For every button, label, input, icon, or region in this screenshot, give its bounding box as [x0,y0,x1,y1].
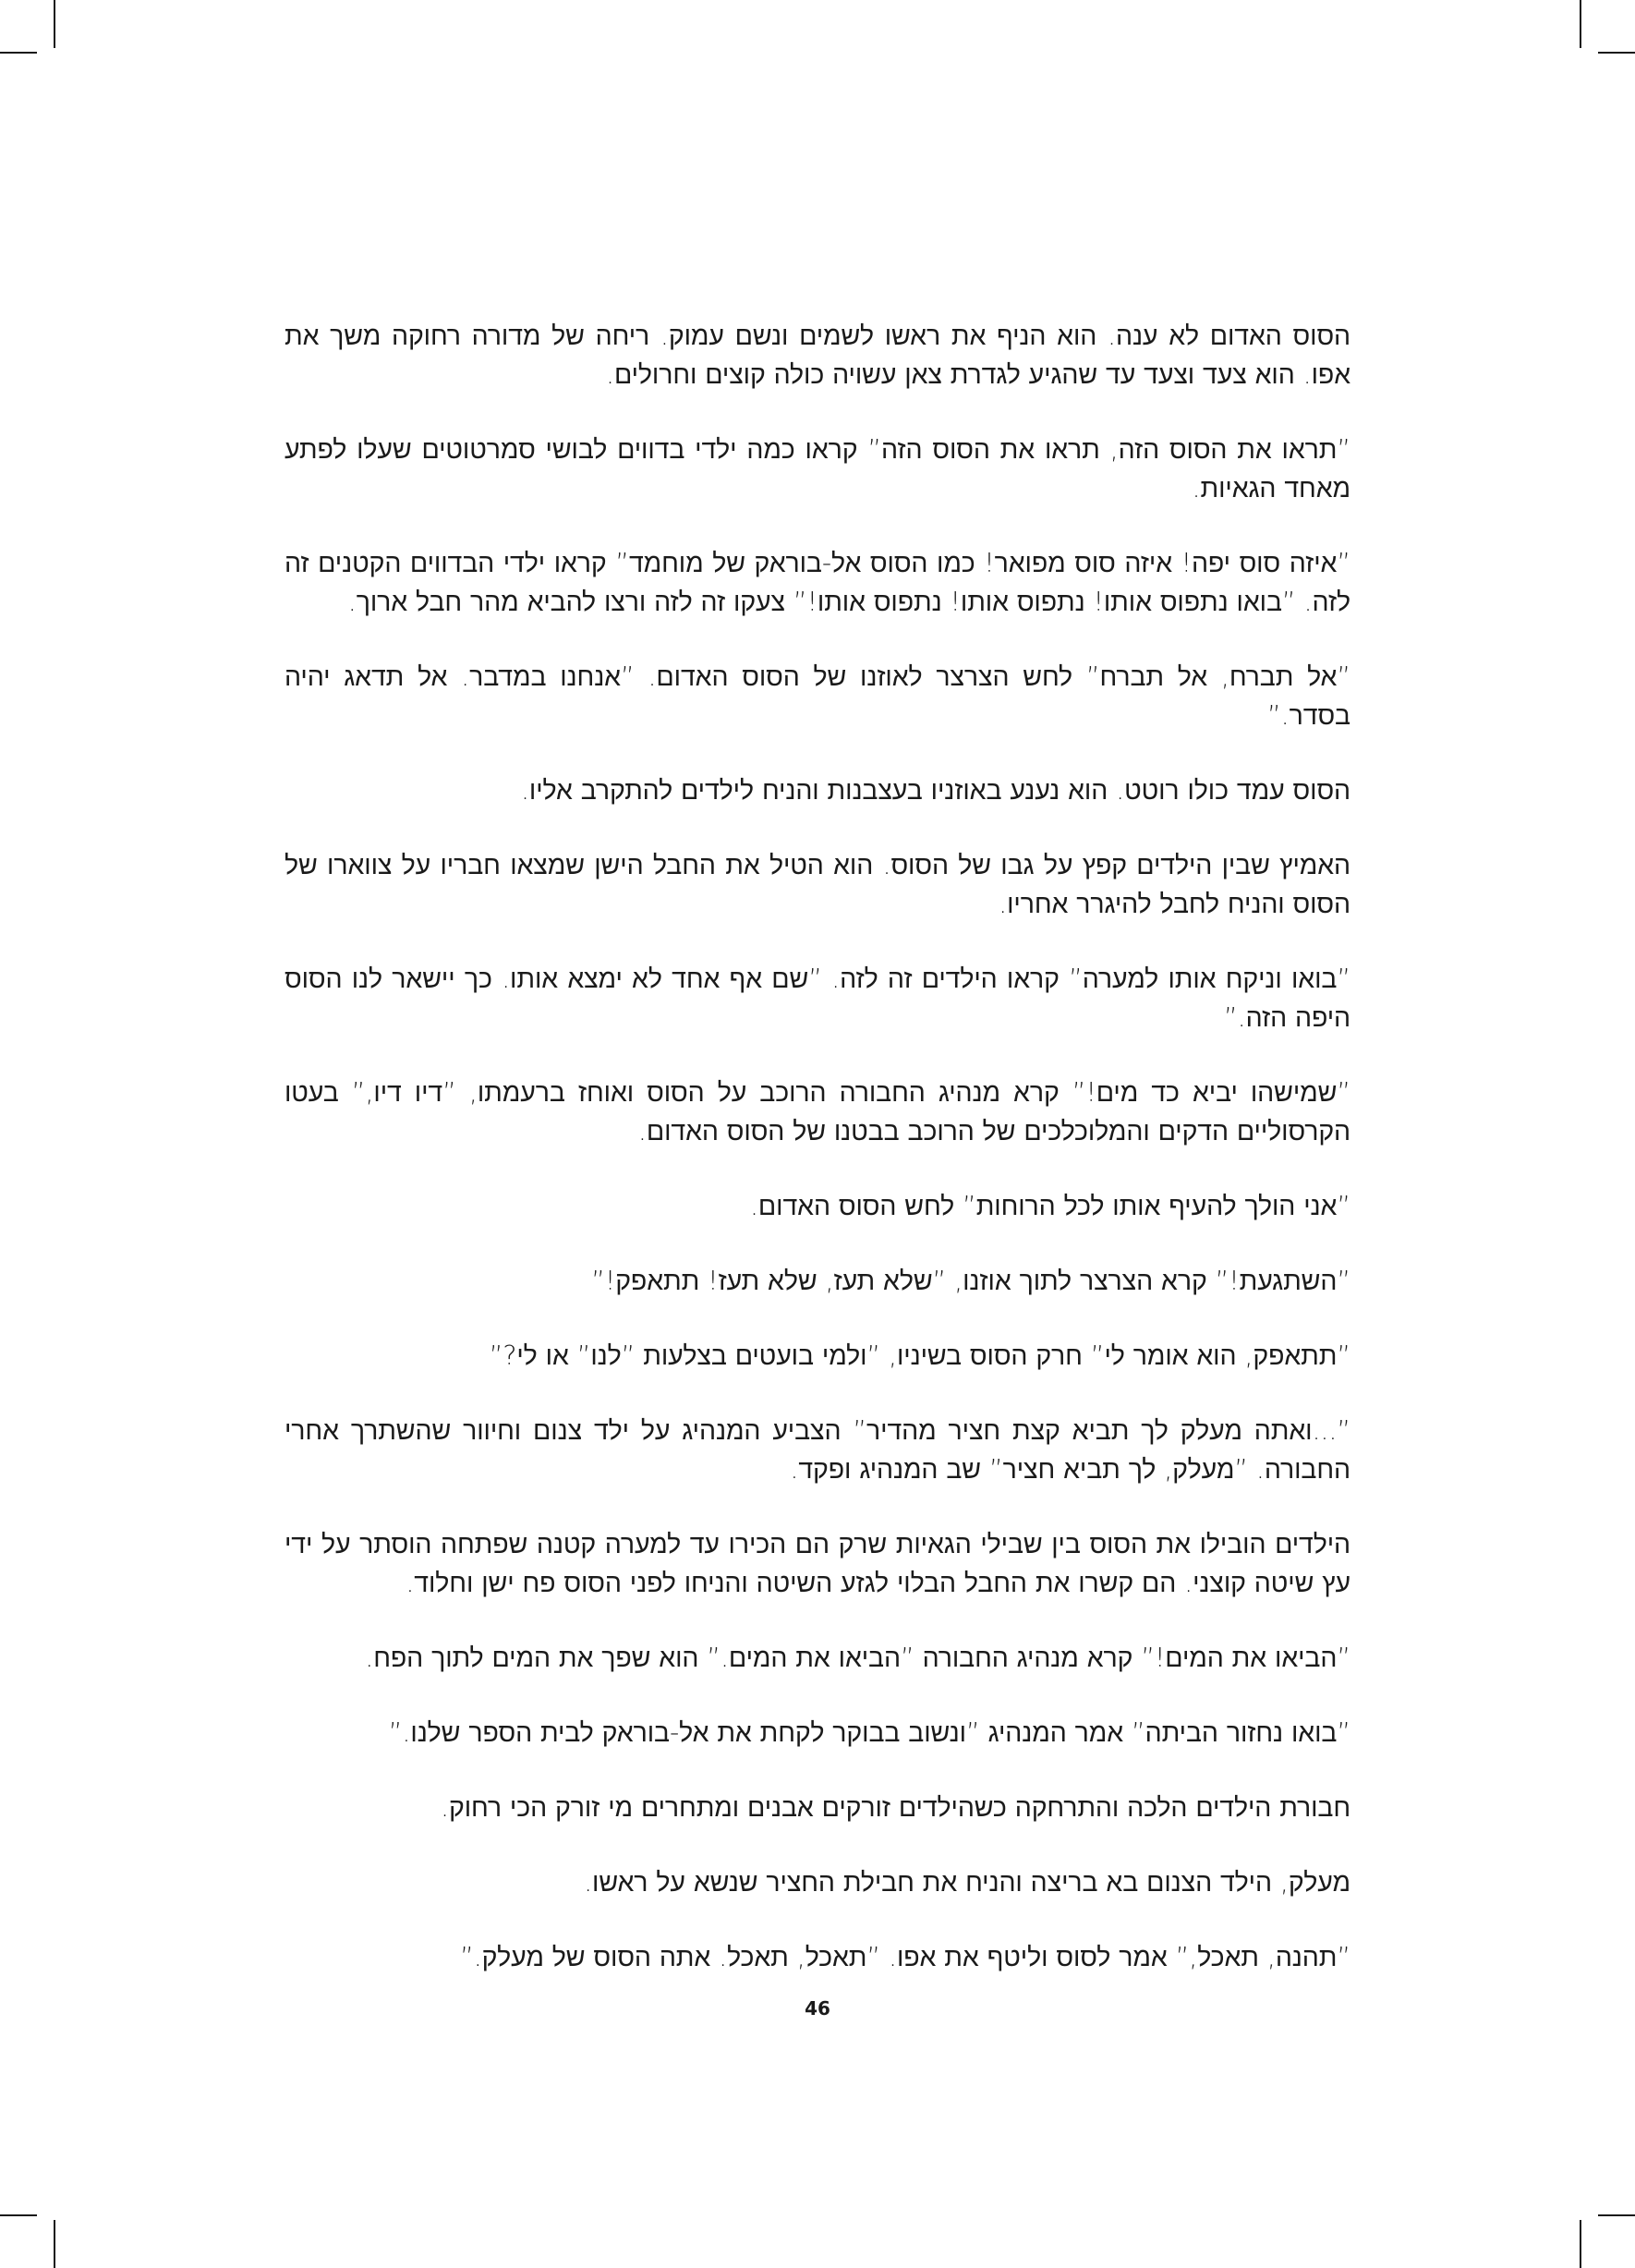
crop-mark-top-left-horizontal [0,52,37,54]
paragraph: ”בואו נחזור הביתה” אמר המנהיג ”ונשוב בבוקר לקחת את אל-בוראק לבית הספר שלנו.” [388,1717,1350,1748]
crop-mark-bottom-right-horizontal [1598,2214,1635,2216]
paragraph: ”הביאו את המים!” קרא מנהיג החבורה ”הביאו את המים.” הוא שפך את המים לתוך הפח. [365,1643,1350,1673]
paragraph: חבורת הילדים הלכה והתרחקה כשהילדים זורקים אבנים ומתחרים מי זורק הכי רחוק. [441,1792,1350,1823]
paragraph: ”השתגעת!” קרא הצרצר לתוך אוזנו, ”שלא תעז, שלא תעז! תתאפק!” [591,1266,1350,1296]
paragraph: הסוס עמד כולו רוטט. הוא נענע באוזניו בעצבנות והניח לילדים להתקרב אליו. [520,775,1350,806]
paragraph: ”אני הולך להעיף אותו לכל הרוחות” לחש הסוס האדום. [749,1191,1350,1221]
crop-mark-bottom-left-horizontal [0,2214,37,2216]
crop-mark-top-left-vertical [54,0,55,48]
crop-mark-bottom-left-vertical [54,2220,55,2268]
page-body [285,317,1350,2013]
paragraph: ”...ואתה מעלק לך תביא קצת חציר מהדיר” הצביע המנהיג על ילד צנום וחיוור שהשתרך אחרי החבורה. ”מעלק, לך תביא חציר” שב המנהיג ופקד. [285,1415,1350,1485]
paragraph: ”תראו את הסוס הזה, תראו את הסוס הזה” קראו כמה ילדי בדווים לבושי סמרטוטים שעלו לפתע מאחד הגאיות. [285,434,1350,503]
paragraph: הסוס האדום לא ענה. הוא הניף את ראשו לשמים ונשם עמוק. ריחה של מדורה רחוקה משך את אפו. הוא צעד וצעד עד שהגיע לגדרת צאן עשויה כולה קוצים וחרולים. [285,321,1350,390]
paragraph: האמיץ שבין הילדים קפץ על גבו של הסוס. הוא הטיל את החבל הישן שמצאו חבריו על צווארו של הסוס והניח לחבל להיגרר אחריו. [285,850,1350,919]
crop-mark-top-right-horizontal [1598,52,1635,54]
paragraph: הילדים הובילו את הסוס בין שבילי הגאיות שרק הם הכירו עד למערה קטנה שפתחה הוסתר על ידי עץ שיטה קוצני. הם קשרו את החבל הבלוי לגזע השיטה והניחו לפני הסוס פח ישן וחלוד. [285,1529,1350,1598]
page-number: 46 [805,1997,830,2019]
paragraph: ”בואו וניקח אותו למערה” קראו הילדים זה לזה. ”שם אף אחד לא ימצא אותו. כך יישאר לנו הסוס היפה הזה.” [285,964,1350,1033]
paragraph: מעלק, הילד הצנום בא בריצה והניח את חבילת החציר שנשא על ראשו. [584,1867,1350,1898]
paragraph: ”אל תברח, אל תברח” לחש הצרצר לאוזנו של הסוס האדום. ”אנחנו במדבר. אל תדאג יהיה בסדר.” [285,661,1350,731]
paragraph: ”תתאפק, הוא אומר לי” חרק הסוס בשיניו, ”ולמי בועטים בצלעות ”לנו” או לי?” [489,1340,1350,1371]
paragraph: ”איזה סוס יפה! איזה סוס מפואר! כמו הסוס אל-בוראק של מוחמד” קראו ילדי הבדווים הקטנים זה לזה. ”בואו נתפוס אותו! נתפוס אותו! נתפוס אותו!” צעקו זה לזה ורצו להביא מהר חבל ארוך. [285,548,1350,617]
crop-mark-bottom-right-vertical [1580,2220,1581,2268]
crop-mark-top-right-vertical [1580,0,1581,48]
paragraph: ”שמישהו יביא כד מים!” קרא מנהיג החבורה הרוכב על הסוס ואוחז ברעמתו, ”דיו דיו,” בעטו הקרסוליים הדקים והמלוכלכים של הרוכב בבטנו של הסוס האדום. [285,1077,1350,1146]
paragraph: ”תהנה, תאכל,” אמר לסוס וליטף את אפו. ”תאכל, תאכל. אתה הסוס של מעלק.” [460,1942,1350,1972]
